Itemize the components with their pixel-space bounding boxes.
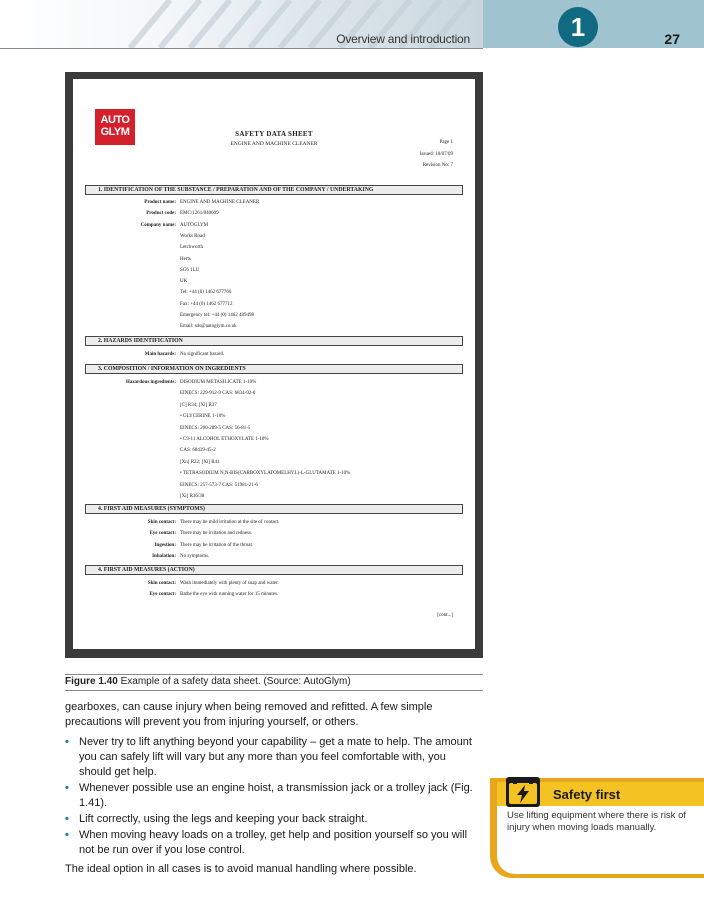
figure-caption: [65, 676, 351, 687]
field-row: [85, 446, 463, 456]
field-value: Works Road: [180, 233, 205, 239]
caption-rule: [65, 674, 483, 675]
section-heading: 1. IDENTIFICATION OF THE SUBSTANCE / PREPARATION AND OF THE COMPANY / UNDERTAKING: [85, 185, 463, 195]
field-row: [85, 590, 463, 600]
field-label: Product name:: [144, 200, 176, 205]
field-label: Skin contact:: [147, 520, 176, 525]
field-row: [85, 266, 463, 276]
field-value: Letchworth: [180, 245, 204, 251]
list-item: • Lift correctly, using the legs and keeping your back straight.: [65, 813, 368, 825]
field-value: • TETRASODIUM N,N-BIS(CARBOXYLATOMELHYL)-L-GLUTAMATE 1-10%: [180, 471, 351, 477]
sds-subtitle: ENGINE AND MACHINE CLEANER: [230, 141, 318, 147]
field-value: [Xi] R36/38: [180, 494, 205, 499]
field-row: [85, 389, 463, 399]
field-row: [85, 424, 463, 434]
field-value: [Xn] R22; [Xi] R41: [180, 459, 220, 465]
field-row: [85, 579, 463, 589]
field-value: EINECS: 229-912-9 CAS: 6834-92-0: [180, 391, 256, 397]
safety-box-title: Safety first: [553, 787, 621, 802]
list-item-text: When moving heavy loads on a trolley, get help and position yourself so you will not be run over if you lose control.: [79, 829, 468, 856]
safety-data-sheet: [73, 79, 475, 649]
field-row: [85, 552, 463, 562]
caption-label: Figure 1.40: [65, 676, 118, 687]
field-row: [85, 209, 463, 219]
list-item-text: Whenever possible use an engine hoist, a transmission jack or a trolley jack (Fig. 1.41).: [79, 782, 473, 809]
header-rule: [0, 48, 483, 49]
field-row: [85, 311, 463, 321]
field-label: Skin contact:: [147, 581, 176, 586]
list-item-text: Lift correctly, using the legs and keeping your back straight.: [79, 813, 368, 825]
section-heading: 4. FIRST AID MEASURES (SYMPTOMS): [85, 504, 463, 514]
field-row: [85, 469, 463, 479]
field-row: [85, 518, 463, 528]
field-label: Hazardous ingredients:: [125, 380, 176, 385]
page-header: [0, 0, 704, 48]
field-value: Fax: +44 (0) 1462 677712: [180, 301, 233, 307]
field-label: Inhalation:: [152, 554, 176, 560]
field-value: [C] R34; [Xi] R37: [180, 402, 217, 408]
list-item: • When moving heavy loads on a trolley, get help and position yourself so you will not be run over if you lose control.: [65, 829, 468, 856]
field-value: There may be mild irritation at the site of contact.: [180, 520, 280, 525]
field-row: [85, 529, 463, 539]
field-row: [85, 243, 463, 253]
field-label: Ingestion:: [154, 542, 176, 548]
field-value: There may be irritation of the throat.: [180, 542, 254, 548]
field-value: Wash immediately with plenty of soap and water.: [180, 581, 279, 586]
field-row: [85, 435, 463, 445]
sds-revision: Revision No: 7: [422, 163, 453, 168]
field-value: • C9-11 ALCOHOL ETHOXYLATE 1-10%: [180, 437, 269, 442]
sds-title: SAFETY DATA SHEET: [235, 130, 313, 138]
field-row: [85, 378, 463, 388]
field-row: [85, 322, 463, 332]
field-value: Bathe the eye with running water for 15 minutes.: [180, 592, 279, 598]
field-label: Company name:: [140, 222, 176, 228]
page-number: 27: [664, 31, 680, 47]
section-heading: 4. FIRST AID MEASURES (ACTION): [85, 565, 463, 575]
field-row: [85, 481, 463, 491]
list-item: • Whenever possible use an engine hoist, a transmission jack or a trolley jack (Fig. 1.41).: [65, 782, 473, 809]
lightning-bolt-icon: [506, 777, 540, 807]
field-value: AUTOGLYM: [180, 222, 209, 228]
field-value: No symptoms.: [180, 554, 210, 560]
field-value: Emergency tel: +44 (0) 1462 489498: [180, 313, 254, 318]
field-row: [85, 541, 463, 551]
section-heading: 3. COMPOSITION / INFORMATION ON INGREDIENTS: [85, 364, 463, 374]
field-value: UK: [180, 279, 188, 285]
chapter-number: 1: [558, 7, 598, 47]
list-item-text: Never try to lift anything beyond your capability – get a mate to help. The amount you can safely lift will vary but any more than you feel comfortable with, you should get help.: [79, 736, 472, 778]
field-label: Main hazards:: [144, 352, 176, 357]
field-row: [85, 350, 463, 360]
field-value: Email: sds@autoglym.co.uk: [180, 324, 237, 330]
field-row: [85, 300, 463, 310]
field-row: [85, 288, 463, 298]
precautions-list: [65, 735, 475, 859]
field-value: EMC/1261/040609: [180, 211, 219, 217]
field-label: Product code:: [146, 211, 176, 217]
list-item: • Never try to lift anything beyond your capability – get a mate to help. The amount you can safely lift will vary but any more than you feel comfortable with, you should get help.: [65, 736, 472, 778]
continued-note: [cont...]: [437, 613, 453, 618]
field-value: Herts: [180, 256, 191, 262]
field-value: EINECS: 200-289-5 CAS: 56-81-5: [180, 425, 251, 431]
section-title: Overview and introduction: [336, 32, 470, 46]
closing-paragraph: The ideal option in all cases is to avoid manual handling where possible.: [65, 863, 417, 875]
field-value: There may be irritation and redness.: [180, 531, 253, 537]
field-value: CAS: 68439-45-2: [180, 448, 216, 454]
field-value: No significant hazard.: [180, 352, 225, 357]
caption-rule-bottom: [65, 690, 483, 691]
sds-page: Page 1: [439, 140, 453, 145]
intro-paragraph: gearboxes, can cause injury when being removed and refitted. A few simple precautions will prevent you from injuring yourself, or others.: [65, 701, 433, 728]
field-label: Eye contact:: [149, 531, 176, 537]
field-value: SG6 1LU: [180, 267, 200, 273]
field-value: ENGINE AND MACHINE CLEANER: [180, 200, 260, 205]
field-value: EINECS: 257-573-7 CAS: 51981-21-6: [180, 482, 258, 488]
field-row: [85, 255, 463, 265]
field-row: [85, 277, 463, 287]
field-value: DISODIUM METASILICATE 1-10%: [180, 380, 257, 385]
section-heading: 2. HAZARDS IDENTIFICATION: [85, 336, 463, 346]
field-value: • GLYCERINE 1-10%: [180, 414, 226, 420]
field-label: Eye contact:: [149, 592, 176, 598]
field-row: [85, 401, 463, 411]
sds-issued: Issued: 10/07/09: [419, 152, 453, 157]
caption-text: Example of a safety data sheet. (Source: AutoGlym): [120, 676, 351, 687]
field-row: [85, 232, 463, 242]
field-row: [85, 458, 463, 468]
autoglym-logo: [95, 109, 135, 145]
field-row: [85, 198, 463, 208]
safety-box-text: Use lifting equipment where there is risk of injury when moving loads manually.: [507, 810, 686, 833]
field-value: Tel: +44 (0) 1462 677766: [180, 290, 232, 296]
logo-text: AUTO GLYM: [100, 114, 130, 138]
field-row: [85, 221, 463, 231]
field-row: [85, 412, 463, 422]
field-row: [85, 492, 463, 502]
